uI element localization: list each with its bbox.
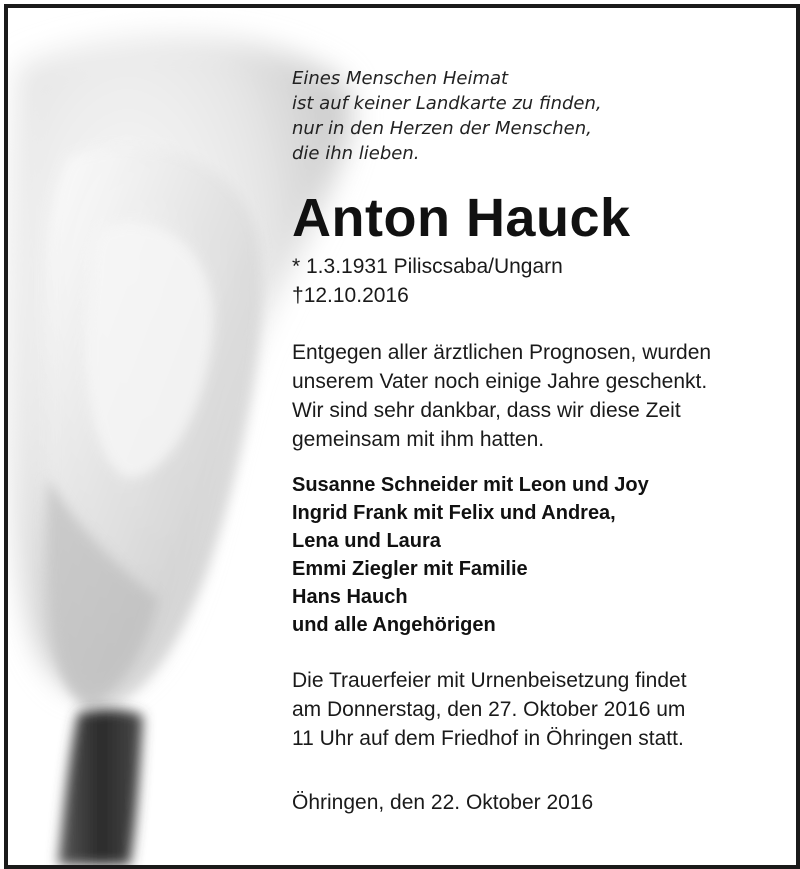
message-line: Wir sind sehr dankbar, dass wir diese Zeit <box>292 399 681 422</box>
motto-line: die ihn lieben. <box>292 143 420 164</box>
message-line: gemeinsam mit ihm hatten. <box>292 428 545 451</box>
message-line: unserem Vater noch einige Jahre geschenkt. <box>292 370 708 393</box>
mourner-line: Ingrid Frank mit Felix und Andrea, <box>292 502 616 524</box>
motto-line: nur in den Herzen der Menschen, <box>292 118 592 139</box>
death-date: 12.10.2016 <box>303 284 409 307</box>
cross-icon: † <box>292 284 304 307</box>
mourner-line: Hans Hauch <box>292 586 408 608</box>
place-date: Öhringen, den 22. Oktober 2016 <box>292 791 594 814</box>
message-paragraph <box>292 338 711 454</box>
mourner-line: und alle Angehörigen <box>292 614 496 636</box>
mourners-list <box>292 471 649 639</box>
mourner-line: Emmi Ziegler mit Familie <box>292 558 528 580</box>
death-line <box>292 281 563 310</box>
funeral-line: am Donnerstag, den 27. Oktober 2016 um <box>292 698 686 721</box>
birth-date: * 1.3.1931 Piliscsaba/Ungarn <box>292 255 563 278</box>
funeral-line: 11 Uhr auf dem Friedhof in Öhringen statt. <box>292 727 684 750</box>
motto-quote <box>292 66 602 166</box>
mourner-line: Lena und Laura <box>292 530 441 552</box>
obituary-frame <box>4 4 800 869</box>
motto-line: Eines Menschen Heimat <box>292 68 509 89</box>
message-line: Entgegen aller ärztlichen Prognosen, wurden <box>292 341 712 364</box>
funeral-notice <box>292 666 687 753</box>
motto-line: ist auf keiner Landkarte zu finden, <box>292 93 602 114</box>
funeral-line: Die Trauerfeier mit Urnenbeisetzung findet <box>292 669 687 692</box>
mourner-line: Susanne Schneider mit Leon und Joy <box>292 474 649 496</box>
life-dates <box>292 252 563 310</box>
deceased-name: Anton Hauck <box>292 188 631 248</box>
